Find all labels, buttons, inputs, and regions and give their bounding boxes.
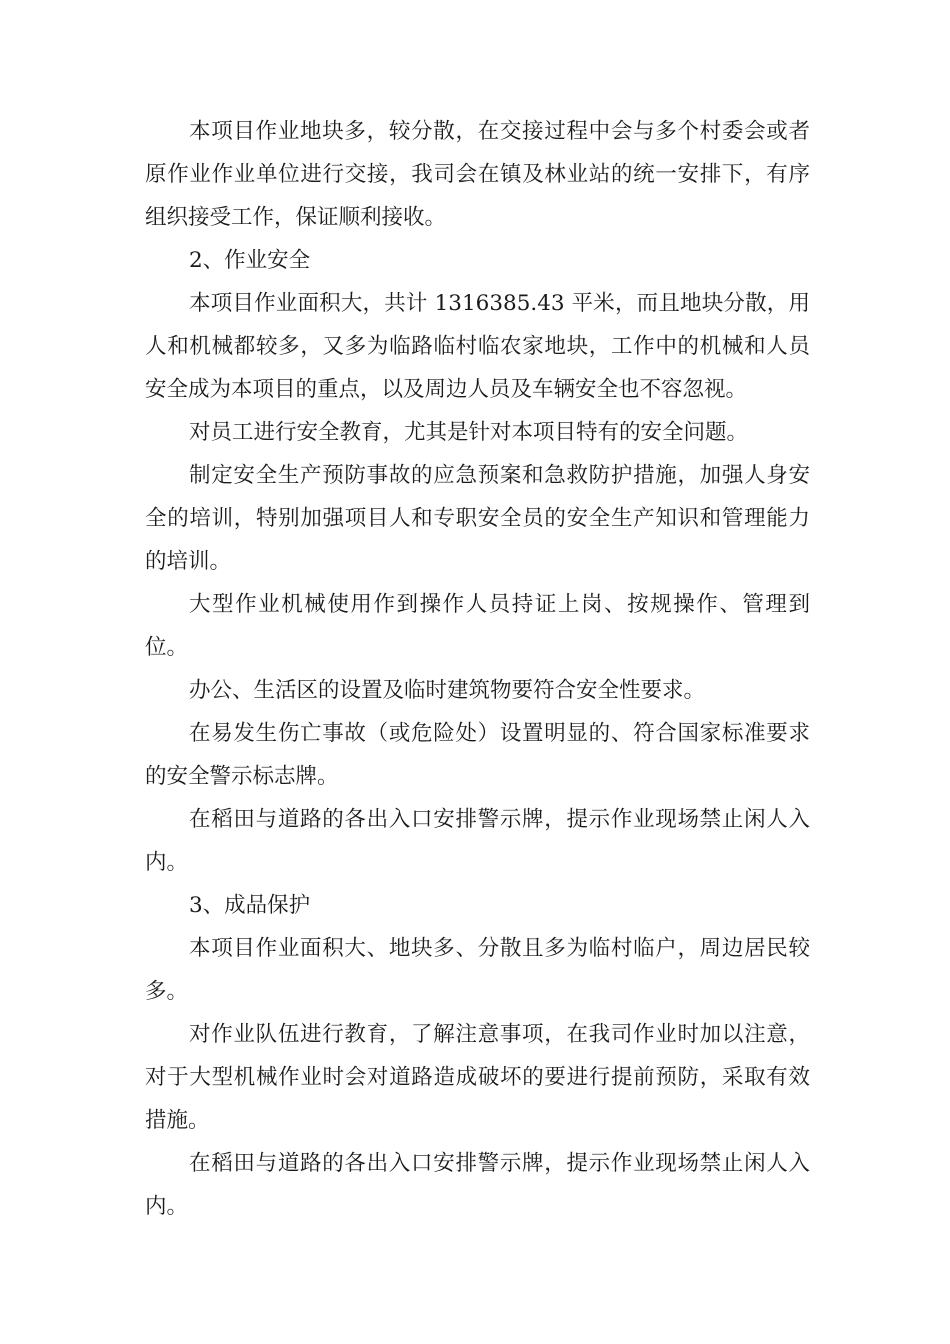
paragraph-safety-overview: 本项目作业面积大，共计 1316385.43 平米，而且地块分散，用人和机械都较多，又多为临路临村临农家地块，工作中的机械和人员安全成为本项目的重点，以及周边人员及车辆安全也不容忽视。	[145, 291, 810, 402]
document-body	[145, 110, 810, 1228]
paragraph-entrance-signs-repeat: 在稻田与道路的各出入口安排警示牌，提示作业现场禁止闲人入内。	[145, 1151, 810, 1219]
paragraph-entrance-signs: 在稻田与道路的各出入口安排警示牌，提示作业现场禁止闲人入内。	[145, 807, 810, 875]
paragraph-handover: 本项目作业地块多，较分散，在交接过程中会与多个村委会或者原作业作业单位进行交接，我司会在镇及林业站的统一安排下，有序组织接受工作，保证顺利接收。	[145, 119, 810, 230]
paragraph-machinery-operation: 大型作业机械使用作到操作人员持证上岗、按规操作、管理到位。	[145, 592, 810, 660]
paragraph-safety-education: 对员工进行安全教育，尤其是针对本项目特有的安全问题。	[189, 420, 749, 445]
paragraph-team-education: 对作业队伍进行教育，了解注意事项，在我司作业时加以注意，对于大型机械作业时会对道路造成破坏的要进行提前预防，采取有效措施。	[145, 1022, 810, 1133]
section-heading-product-protection: 3、成品保护	[189, 893, 311, 918]
paragraph-office-area: 办公、生活区的设置及临时建筑物要符合安全性要求。	[189, 678, 706, 703]
paragraph-protection-overview: 本项目作业面积大、地块多、分散且多为临村临户，周边居民较多。	[145, 936, 810, 1004]
paragraph-emergency-plan: 制定安全生产预防事故的应急预案和急救防护措施，加强人身安全的培训，特别加强项目人和专职安全员的安全生产知识和管理能力的培训。	[145, 463, 810, 574]
paragraph-warning-signs: 在易发生伤亡事故（或危险处）设置明显的、符合国家标准要求的安全警示标志牌。	[145, 721, 810, 789]
section-heading-safety: 2、作业安全	[189, 248, 311, 273]
